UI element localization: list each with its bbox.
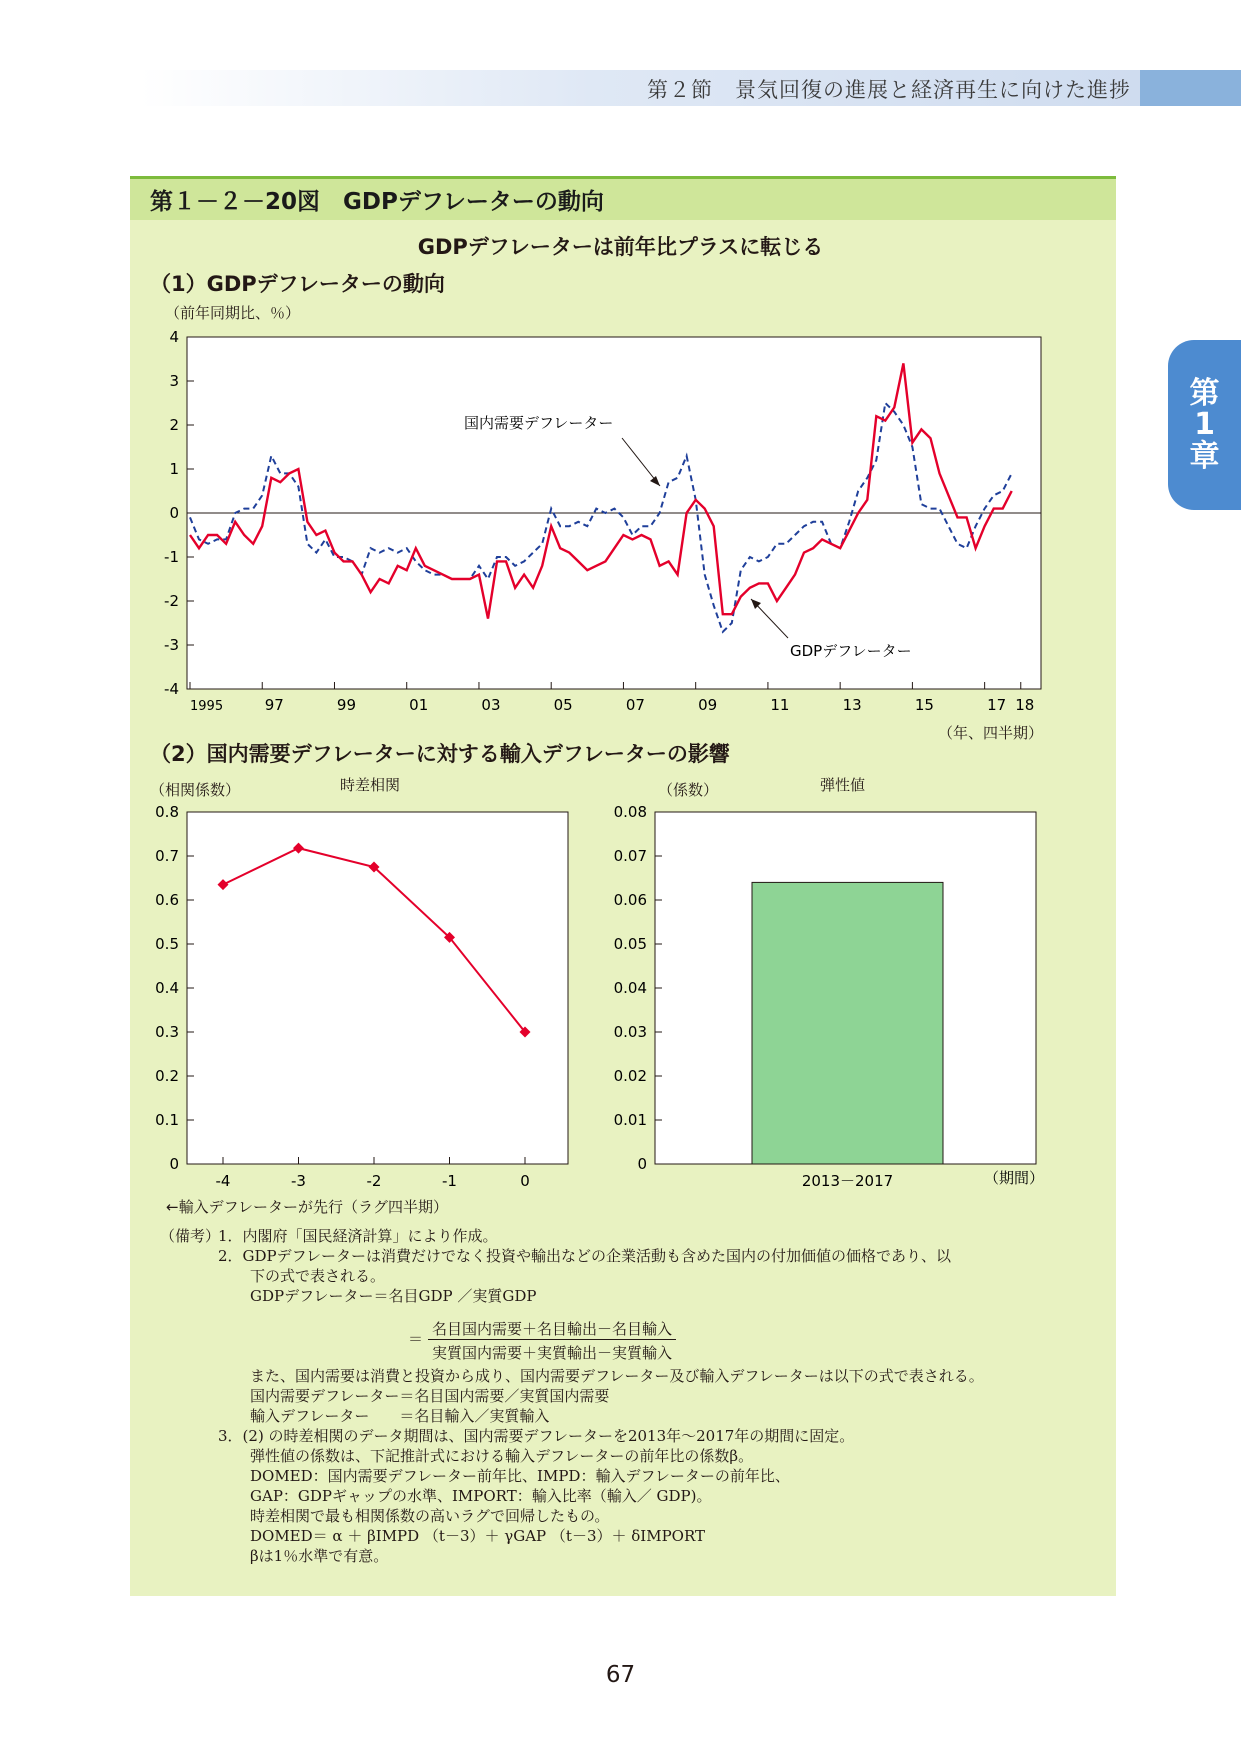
note-2c: GDPデフレーター＝名目GDP ／実質GDP bbox=[250, 1287, 537, 1305]
chart2-xlabel: ←輸入デフレーターが先行（ラグ四半期） bbox=[166, 1198, 448, 1216]
annotation-gdp: GDPデフレーター bbox=[790, 642, 912, 660]
y-tick-label: 3 bbox=[169, 372, 179, 390]
y-tick-label: 0.01 bbox=[613, 1111, 647, 1129]
section2-title: （2）国内需要デフレーターに対する輸入デフレーターの影響 bbox=[150, 742, 730, 766]
y-tick-label: 0.7 bbox=[155, 847, 179, 865]
note-3g: βは1％水準で有意。 bbox=[250, 1547, 389, 1565]
page-number: 67 bbox=[605, 1662, 636, 1688]
lag-correlation-chart bbox=[0, 790, 600, 1210]
chart3-ylabel: （係数） bbox=[658, 781, 719, 799]
x-tick-label: 01 bbox=[409, 696, 429, 714]
y-tick-label: 0.07 bbox=[613, 847, 647, 865]
note-3f: DOMED＝ α ＋ βIMPD （t－3）＋ γGAP （t－3）＋ δIMPORT bbox=[250, 1527, 705, 1545]
x-tick-label: 03 bbox=[481, 696, 501, 714]
y-tick-label: 0.3 bbox=[155, 1023, 179, 1041]
chart3-title: 弾性値 bbox=[820, 776, 866, 794]
note-2d: また、国内需要は消費と投資から成り、国内需要デフレーター及び輸入デフレーターは以下の式で表される。 bbox=[250, 1367, 984, 1385]
y-tick-label: 0.06 bbox=[613, 891, 647, 909]
y-tick-label: 0.8 bbox=[155, 803, 179, 821]
y-tick-label: 2 bbox=[169, 416, 179, 434]
y-tick-label: -2 bbox=[164, 592, 179, 610]
elasticity-bar-chart bbox=[560, 790, 1120, 1210]
y-tick-label: 0.03 bbox=[613, 1023, 647, 1041]
notes bbox=[160, 1226, 1110, 1566]
note-3d: GAP：GDPギャップの水準、IMPORT：輸入比率（輸入／ GDP)。 bbox=[250, 1487, 712, 1505]
x-tick-label: -4 bbox=[215, 1172, 231, 1190]
y-tick-label: 0.2 bbox=[155, 1067, 179, 1085]
y-tick-label: -4 bbox=[164, 680, 179, 698]
x-tick-label: -1 bbox=[442, 1172, 457, 1190]
x-tick-label: 2013－2017 bbox=[801, 1172, 894, 1190]
note-3b: 弾性値の係数は、下記推計式における輸入デフレーターの前年比の係数β。 bbox=[250, 1447, 754, 1465]
chart2-ylabel: （相関係数） bbox=[150, 781, 241, 799]
x-tick-label: -2 bbox=[366, 1172, 382, 1190]
y-tick-label: 0.04 bbox=[613, 979, 647, 997]
y-tick-label: 0.05 bbox=[613, 935, 647, 953]
y-tick-label: 0.5 bbox=[155, 935, 179, 953]
y-tick-label: 0 bbox=[637, 1155, 647, 1173]
formula-denominator: 実質国内需要＋実質輸出－実質輸入 bbox=[432, 1344, 673, 1362]
x-tick-label: 13 bbox=[842, 696, 862, 714]
gdp-deflator-line-chart bbox=[0, 0, 1241, 760]
x-tick-label: 05 bbox=[553, 696, 573, 714]
x-tick-label: 0 bbox=[520, 1172, 530, 1190]
x-tick-label: 09 bbox=[698, 696, 718, 714]
note-3a: 3．(2) の時差相関のデータ期間は、国内需要デフレーターを2013年～2017年の期間に固定。 bbox=[218, 1427, 855, 1445]
x-tick-label: 18 bbox=[1015, 696, 1035, 714]
x-tick-label: 15 bbox=[914, 696, 934, 714]
note-2e: 国内需要デフレーター＝名目国内需要／実質国内需要 bbox=[250, 1387, 610, 1405]
figure-title: 第１－２－20図 GDPデフレーターの動向 bbox=[150, 189, 604, 215]
note-1: 1．内閣府「国民経済計算」により作成。 bbox=[218, 1227, 498, 1245]
y-tick-label: 0.02 bbox=[613, 1067, 647, 1085]
x-tick-label: 17 bbox=[987, 696, 1007, 714]
note-2b: 下の式で表される。 bbox=[250, 1267, 386, 1285]
notes-label: （備考） bbox=[160, 1227, 221, 1245]
y-tick-label: 0.6 bbox=[155, 891, 179, 909]
chapter-tab-label-3: 章 bbox=[1189, 438, 1220, 474]
note-2f: 輸入デフレーター ＝名目輸入／実質輸入 bbox=[250, 1407, 550, 1425]
y-tick-label: -3 bbox=[164, 636, 179, 654]
y-tick-label: 0.1 bbox=[155, 1111, 179, 1129]
annotation-domestic: 国内需要デフレーター bbox=[464, 414, 614, 432]
y-tick-label: 0.4 bbox=[155, 979, 179, 997]
y-tick-label: 0 bbox=[169, 504, 179, 522]
y-tick-label: 1 bbox=[169, 460, 179, 478]
y-tick-label: 0.08 bbox=[613, 803, 647, 821]
elasticity-bar bbox=[752, 882, 943, 1164]
chart1-ylabel: （前年同期比、％） bbox=[165, 304, 301, 322]
x-tick-label: 11 bbox=[770, 696, 790, 714]
formula-equals: ＝ bbox=[408, 1330, 424, 1348]
y-tick-label: -1 bbox=[164, 548, 179, 566]
note-3e: 時差相関で最も相関係数の高いラグで回帰したもの。 bbox=[250, 1507, 610, 1525]
section1-title: （1）GDPデフレーターの動向 bbox=[150, 272, 445, 296]
x-tick-label: 07 bbox=[625, 696, 645, 714]
x-tick-label: 97 bbox=[264, 696, 284, 714]
note-2a: 2．GDPデフレーターは消費だけでなく投資や輸出などの企業活動も含めた国内の付加価値の価格であり、以 bbox=[218, 1247, 952, 1265]
section-title: 第２節 景気回復の進展と経済再生に向けた進捗 bbox=[647, 78, 1131, 102]
note-3c: DOMED：国内需要デフレーター前年比、IMPD：輸入デフレーターの前年比、 bbox=[250, 1467, 790, 1485]
figure-subtitle: GDPデフレーターは前年比プラスに転じる bbox=[417, 235, 824, 259]
chart2-title: 時差相関 bbox=[340, 776, 401, 794]
x-tick-label: 99 bbox=[336, 696, 357, 714]
chapter-tab-label-1: 第 bbox=[1189, 375, 1220, 411]
formula-numerator: 名目国内需要＋名目輸出－名目輸入 bbox=[428, 1318, 676, 1340]
chapter-tab-label-2: 1 bbox=[1194, 407, 1215, 443]
y-tick-label: 0 bbox=[169, 1155, 179, 1173]
y-tick-label: 4 bbox=[169, 328, 179, 346]
chart1-xlabel: （年、四半期） bbox=[938, 724, 1044, 742]
x-tick-label: 1995 bbox=[190, 699, 224, 714]
chart3-xlabel: （期間） bbox=[984, 1169, 1045, 1187]
x-tick-label: -3 bbox=[291, 1172, 306, 1190]
